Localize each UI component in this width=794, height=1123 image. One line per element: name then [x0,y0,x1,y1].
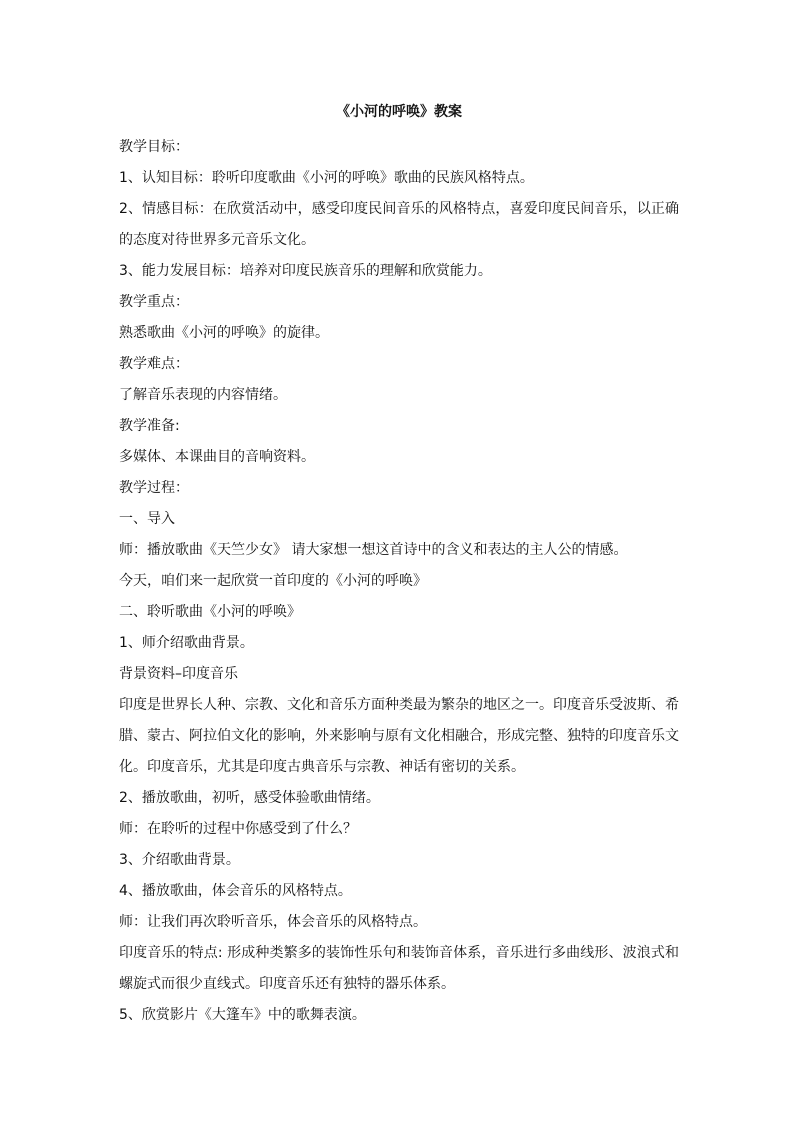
paragraph-key-points-heading: 教学重点： [119,294,189,310]
paragraph-teacher-question: 师：在聆听的过程中你感受到了什么？ [119,821,357,837]
paragraph-step-4: 4、播放歌曲，体会音乐的风格特点。 [119,883,352,899]
paragraph-difficulties-heading: 教学难点： [119,356,189,372]
paragraph-difficulties: 了解音乐表现的内容情绪。 [119,387,287,403]
paragraph-key-points: 熟悉歌曲《小河的呼唤》的旋律。 [119,325,329,341]
document-title: 《小河的呼唤》教案 [336,104,462,120]
paragraph-emotional-goal: 2、情感目标：在欣赏活动中，感受印度民间音乐的风格特点，喜爱印度民间音乐，以正确的态度对待世界多元音乐文化。 [119,201,679,248]
paragraph-preparation: 多媒体、本课曲目的音响资料。 [119,449,315,465]
paragraph-step-3: 3、介绍歌曲背景。 [119,852,240,868]
paragraph-step-1: 1、师介绍歌曲背景。 [119,635,254,651]
paragraph-section-intro: 一、导入 [119,511,175,527]
paragraph-preparation-heading: 教学准备: [119,418,180,434]
document-body [119,132,679,1031]
paragraph-step-5: 5、欣赏影片《大篷车》中的歌舞表演。 [119,1007,366,1023]
paragraph-background-text: 印度是世界长人种、宗教、文化和音乐方面种类最为繁杂的地区之一。印度音乐受波斯、希腊、蒙古、阿拉伯文化的影响，外来影响与原有文化相融合，形成完整、独特的印度音乐文化。印度音乐，尤其是印度古典音乐与宗教、神话有密切的关系。 [119,697,679,775]
paragraph-cognitive-goal: 1、认知目标：聆听印度歌曲《小河的呼唤》歌曲的民族风格特点。 [119,170,534,186]
paragraph-teacher-play-song: 师：播放歌曲《天竺少女》 请大家想一想这首诗中的含义和表达的主人公的情感。 [119,542,628,558]
paragraph-teaching-goals-heading: 教学目标： [119,139,189,155]
paragraph-background-heading: 背景资料–印度音乐 [119,666,238,682]
document-page [119,101,679,1031]
paragraph-today: 今天，咱们来一起欣赏一首印度的《小河的呼唤》 [119,573,427,589]
paragraph-teacher-listen-again: 师：让我们再次聆听音乐，体会音乐的风格特点。 [119,914,427,930]
paragraph-ability-goal: 3、能力发展目标：培养对印度民族音乐的理解和欣赏能力。 [119,263,492,279]
paragraph-section-listen: 二、聆听歌曲《小河的呼唤》 [119,604,301,620]
paragraph-process-heading: 教学过程： [119,480,189,496]
paragraph-music-features: 印度音乐的特点: 形成种类繁多的装饰性乐句和装饰音体系，音乐进行多曲线形、波浪式和螺旋式而很少直线式。印度音乐还有独特的器乐体系。 [119,945,679,992]
paragraph-step-2: 2、播放歌曲，初听，感受体验歌曲情绪。 [119,790,380,806]
